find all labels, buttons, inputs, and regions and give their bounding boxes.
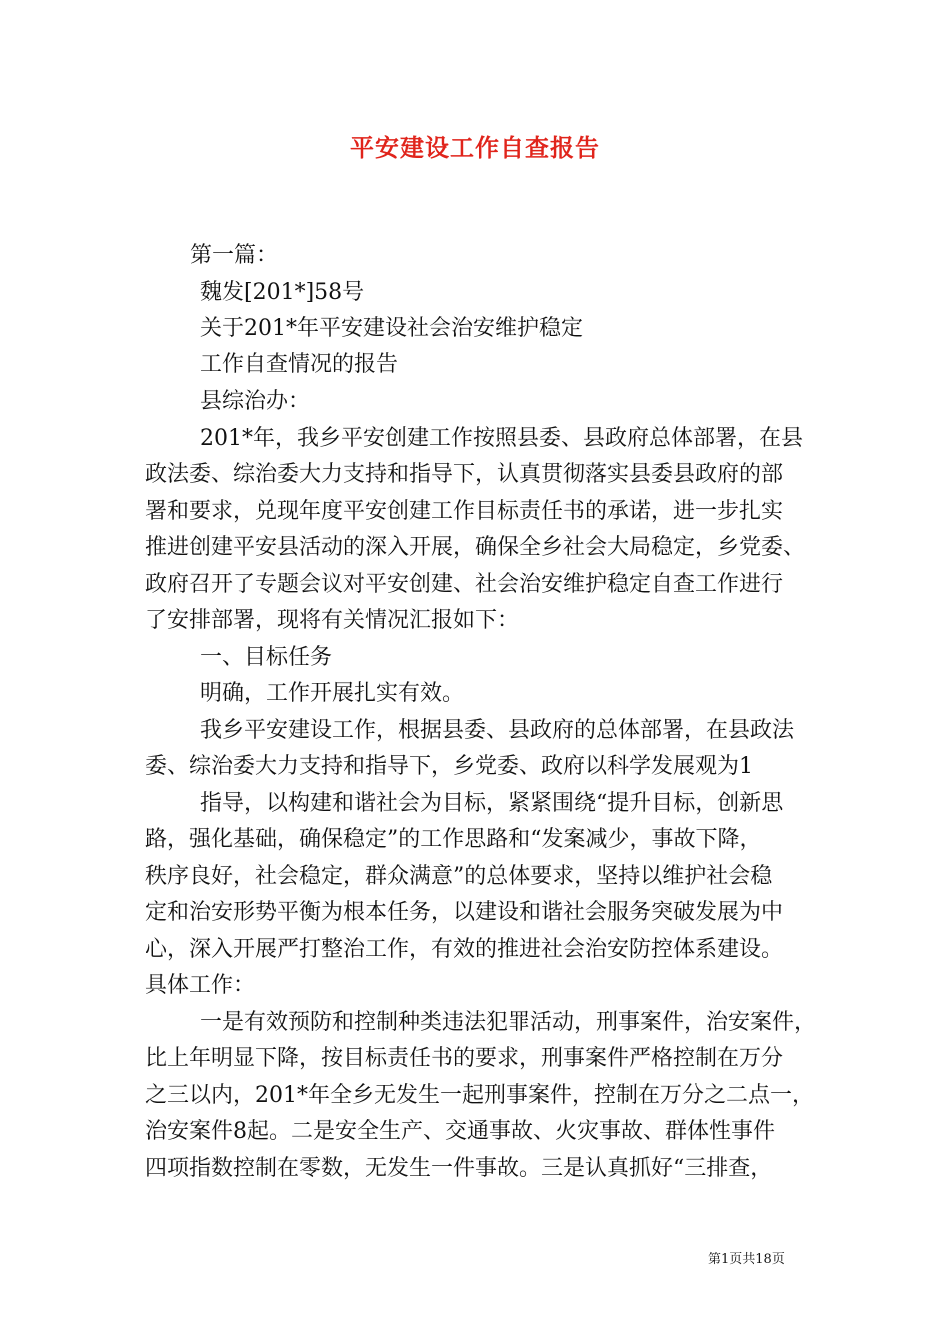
text-line-3: 关于201*年平安建设社会治安维护稳定 [200, 316, 583, 341]
text-line-19: 定和治安形势平衡为根本任务，以建设和谐社会服务突破发展为中 [145, 900, 784, 925]
document-title: 平安建设工作自查报告 [350, 133, 600, 162]
text-line-16: 指导，以构建和谐社会为目标，紧紧围绕“提升目标，创新思 [200, 791, 784, 816]
page-number-footer: 第1页共18页 [708, 1252, 785, 1267]
text-line-10: 政府召开了专题会议对平安创建、社会治安维护稳定自查工作进行 [145, 572, 784, 597]
text-line-9: 推进创建平安县活动的深入开展，确保全乡社会大局稳定，乡党委、 [145, 535, 806, 560]
text-line-23: 比上年明显下降，按目标责任书的要求，刑事案件严格控制在万分 [145, 1046, 784, 1071]
text-line-7: 政法委、综治委大力支持和指导下，认真贯彻落实县委县政府的部 [145, 462, 784, 487]
text-line-11: 了安排部署，现将有关情况汇报如下： [145, 608, 520, 633]
text-line-14: 我乡平安建设工作，根据县委、县政府的总体部署，在县政法 [200, 718, 795, 743]
text-line-8: 署和要求，兑现年度平安创建工作目标责任书的承诺，进一步扎实 [145, 499, 784, 524]
text-line-13: 明确，工作开展扎实有效。 [200, 681, 465, 706]
text-line-22: 一是有效预防和控制种类违法犯罪活动，刑事案件，治安案件， [200, 1010, 817, 1035]
text-line-6: 201*年，我乡平安创建工作按照县委、县政府总体部署，在县 [200, 426, 803, 451]
text-line-17: 路，强化基础，确保稳定”的工作思路和“发案减少，事故下降， [145, 827, 762, 852]
text-line-21: 具体工作： [145, 973, 256, 998]
text-line-5: 县综治办： [200, 389, 311, 414]
text-line-2: 魏发[201*]58号 [200, 280, 365, 305]
text-line-15: 委、综治委大力支持和指导下，乡党委、政府以科学发展观为1 [145, 754, 753, 779]
text-line-25: 治安案件8起。二是安全生产、交通事故、火灾事故、群体性事件 [145, 1119, 775, 1144]
text-line-4: 工作自查情况的报告 [200, 352, 399, 377]
text-line-1: 第一篇： [190, 243, 279, 268]
text-line-20: 心，深入开展严打整治工作，有效的推进社会治安防控体系建设。 [145, 937, 784, 962]
text-line-18: 秩序良好，社会稳定，群众满意”的总体要求，坚持以维护社会稳 [145, 864, 773, 889]
text-line-24: 之三以内，201*年全乡无发生一起刑事案件，控制在万分之二点一， [145, 1083, 814, 1108]
section-heading: 一、目标任务 [200, 645, 333, 670]
text-line-26: 四项指数控制在零数，无发生一件事故。三是认真抓好“三排查， [145, 1156, 773, 1181]
